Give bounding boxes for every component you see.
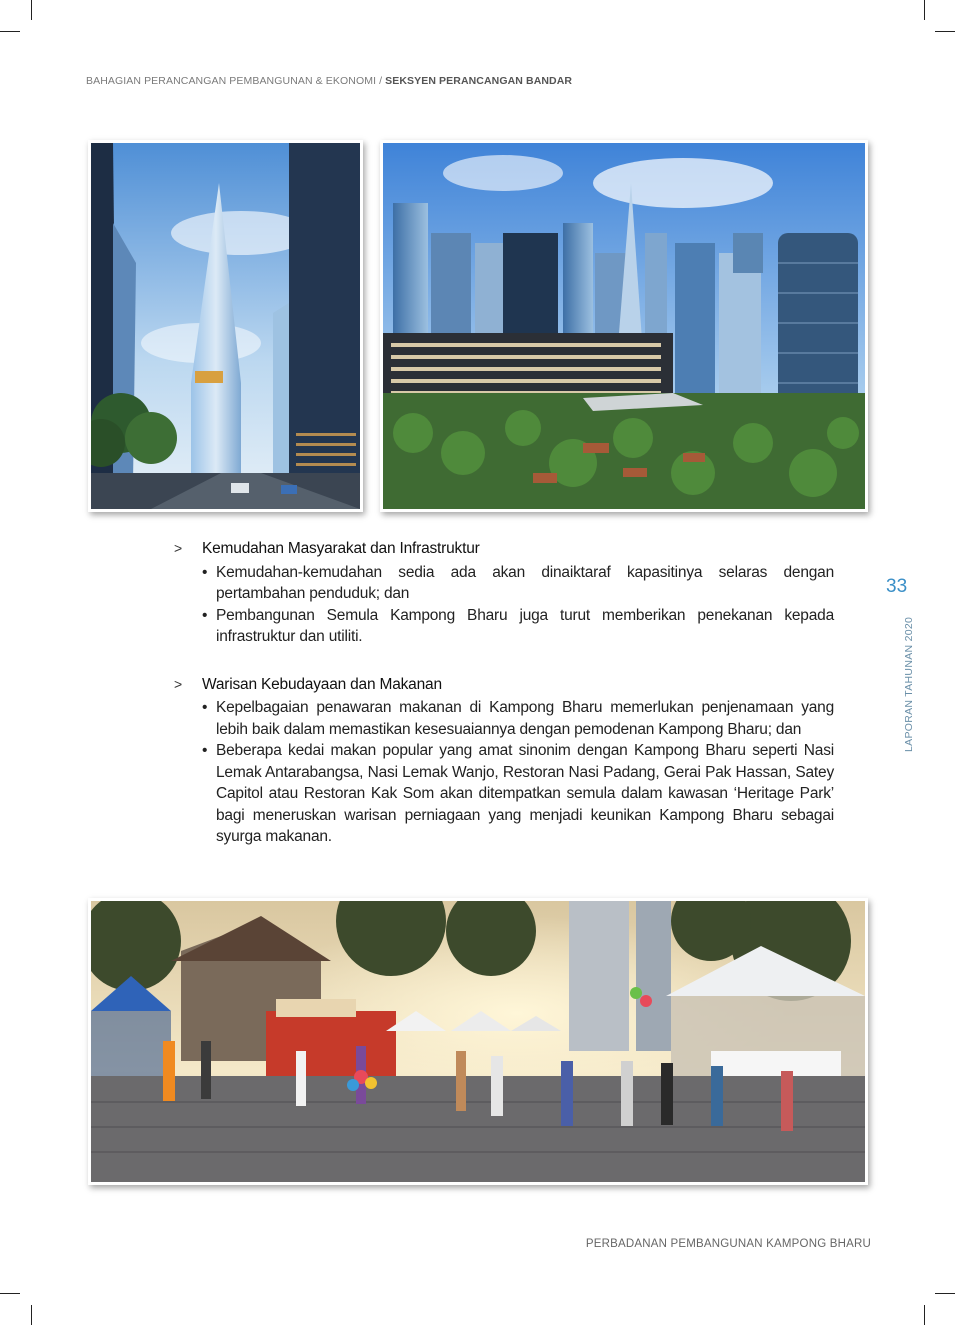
- crop-mark: [31, 0, 32, 20]
- list-item: • Kepelbagaian penawaran makanan di Kampong Bharu memerlukan penjenamaan yang lebih baik dalam memastikan kesesuaiannya dengan pemodenan Kampong Bharu; dan: [202, 697, 834, 740]
- list-item: • Pembangunan Semula Kampong Bharu juga turut memberikan penekanan kepada infrastruktur dan utiliti.: [202, 605, 834, 648]
- crop-mark: [935, 31, 955, 32]
- crop-mark: [0, 1293, 20, 1294]
- photo-street-market: [88, 898, 868, 1185]
- bullet-list: [174, 697, 834, 848]
- bullet-list: [174, 562, 834, 648]
- street-market-illustration: [91, 901, 865, 1182]
- crop-mark: [935, 1293, 955, 1294]
- section-title: Warisan Kebudayaan dan Makanan: [202, 675, 442, 693]
- crop-mark: [0, 31, 20, 32]
- tower-street-illustration: [91, 143, 360, 509]
- chevron-right-icon: >: [174, 540, 183, 556]
- page-number: 33: [886, 576, 908, 597]
- crop-mark: [924, 0, 925, 20]
- header-prefix: BAHAGIAN PERANCANGAN PEMBANGUNAN & EKONOMI /: [86, 75, 383, 87]
- section-culture-food: [174, 674, 834, 848]
- header-section: SEKSYEN PERANCANGAN BANDAR: [385, 75, 573, 87]
- chevron-right-icon: >: [174, 675, 183, 692]
- crop-mark: [31, 1305, 32, 1325]
- section-heading: [174, 674, 834, 696]
- section-heading: [174, 538, 834, 560]
- skyline-illustration: [383, 143, 865, 509]
- body-text: [174, 538, 834, 874]
- photo-tower-street: [88, 140, 363, 512]
- list-item: • Kemudahan-kemudahan sedia ada akan dinaiktaraf kapasitinya selaras dengan pertambahan penduduk; dan: [202, 562, 834, 605]
- photo-skyline: [380, 140, 868, 512]
- side-title: LAPORAN TAHUNAN 2020: [903, 616, 915, 752]
- section-community-facilities: [174, 538, 834, 648]
- section-title: Kemudahan Masyarakat dan Infrastruktur: [202, 540, 480, 557]
- running-footer: PERBADANAN PEMBANGUNAN KAMPONG BHARU: [585, 1238, 871, 1250]
- crop-mark: [924, 1305, 925, 1325]
- list-item: • Beberapa kedai makan popular yang amat sinonim dengan Kampong Bharu seperti Nasi Lemak Antarabangsa, Nasi Lemak Wanjo, Restoran Nasi Padang, Gerai Pak Hassan, Satey Capitol atau Restoran Kak Som akan ditempatkan semula dalam kawasan ‘Heritage Park’ bagi meneruskan warisan perniagaan yang menjadi keunikan Kampong Bharu sebagai syurga makanan.: [202, 740, 834, 848]
- running-header: [86, 75, 572, 87]
